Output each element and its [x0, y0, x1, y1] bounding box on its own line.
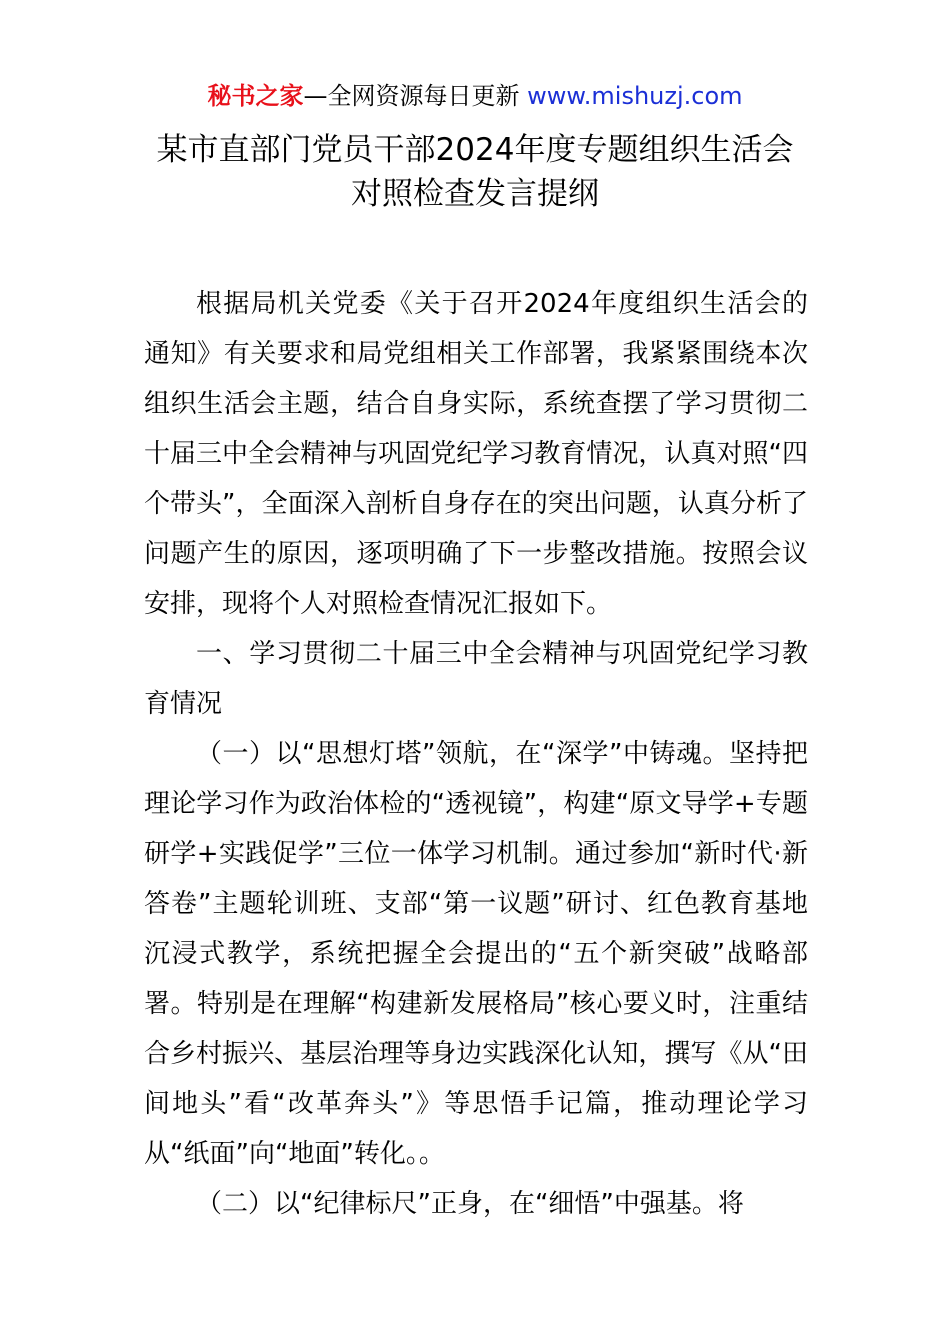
paragraph-subsection-2: （二）以“纪律标尺”正身，在“细悟”中强基。将 [196, 1189, 744, 1219]
site-header [0, 80, 950, 112]
title-line-2: 对照检查发言提纲 [351, 176, 599, 212]
brand-name: 秘书之家 [207, 82, 304, 110]
paragraph-subsection-1: （一）以“思想灯塔”领航，在“深学”中铸魂。坚持把理论学习作为政治体检的“透视镜”，构建“原文导学+专题研学+实践促学”三位一体学习机制。通过参加“新时代·新答卷”主题轮训班、支部“第一议题”研讨、红色教育基地沉浸式教学，系统把握全会提出的“五个新突破”战略部署。特别是在理解“构建新发展格局”核心要义时，注重结合乡村振兴、基层治理等身边实践深化认知，撰写《从“田间地头”看“改革奔头”》等思悟手记篇，推动理论学习从“纸面”向“地面”转化。。 [144, 739, 808, 1169]
title-line-1: 某市直部门党员干部2024年度专题组织生活会 [156, 132, 794, 168]
header-tagline: —全网资源每日更新 [303, 82, 528, 110]
document-body [144, 279, 808, 1229]
site-url-link[interactable]: www.mishuzj.com [527, 82, 743, 110]
document-title [0, 128, 950, 216]
section-heading-1: 一、学习贯彻二十届三中全会精神与巩固党纪学习教育情况 [144, 639, 808, 719]
paragraph-intro: 根据局机关党委《关于召开2024年度组织生活会的通知》有关要求和局党组相关工作部署，我紧紧围绕本次组织生活会主题，结合自身实际，系统查摆了学习贯彻二十届三中全会精神与巩固党纪学习教育情况，认真对照“四个带头”，全面深入剖析自身存在的突出问题，认真分析了问题产生的原因，逐项明确了下一步整改措施。按照会议安排，现将个人对照检查情况汇报如下。 [144, 289, 808, 619]
